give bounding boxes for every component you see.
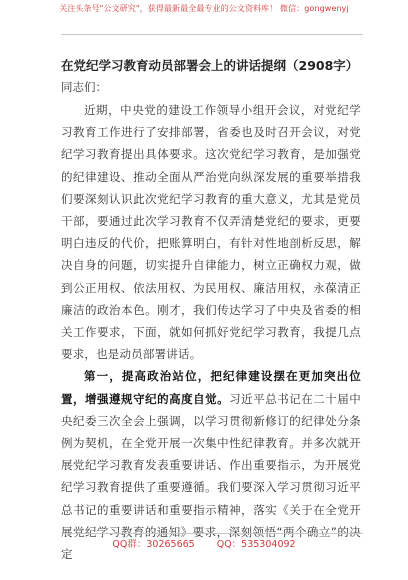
header-promo-note: 关注头条号"公文研究"，获得最新最全最专业的公文资料库！ 微信：gongwenyj [59,4,349,13]
body-paragraph-2 [61,365,361,565]
document-greeting: 同志们： [61,80,107,94]
document-title: 在党纪学习教育动员部署会上的讲话提纲（2908字） [61,58,359,73]
body-paragraph-1: 近期，中央党的建设工作领导小组开会议，对党纪学习教育工作进行了安排部署，省委也及时召开会议，对党纪学习教育提出具体要求。这次党纪学习教育，是加强党的纪律建设、推动全面从严治党向纵深发展的重要举措我们要深刻认识此次党纪学习教育的重大意义，尤其是党员干部，要通过此次学习教育不仅弄清楚党纪的要求，更要明白违反的代价，把账算明白，有针对性地剖析反思，解决自身的问题，切实提升自律能力，树立正确权力观，做到公正用权、依法用权、为民用权、廉洁用权，永葆清正廉洁的政治本色。刚才，我们传达学习了中央及省委的相关工作要求，下面，就如何抓好党纪学习教育，我提几点要求，也是动员部署讲话。 [61,103,361,362]
footer-qq: QQ：535304092 [216,539,296,550]
footer-contact [0,539,408,551]
footer-qq-group: QQ群：30265665 [112,539,195,550]
paragraph-2-text: 习近平总书记在二十届中央纪委三次全会上强调，以学习贯彻新修订的纪律处分条例为契机，在全党开展一次集中性纪律教育。并多次就开展党纪学习教育发表重要讲话、作出重要指示，为开展党纪学习教育提供了重要遵循。我们要深入学习贯彻习近平总书记的重要讲话和重要指示精神，落实《关于在全党开展党纪学习教育的通知》要求，深刻领悟“两个确立”的决定 [61,391,361,562]
header-divider [61,34,363,35]
paragraph-2-heading: 第一，提高政治站位，把纪律建设摆在更加突出位置，增强遵规守纪的高度自觉。 [61,369,361,406]
document-body [61,99,361,565]
footer-divider [61,533,363,534]
